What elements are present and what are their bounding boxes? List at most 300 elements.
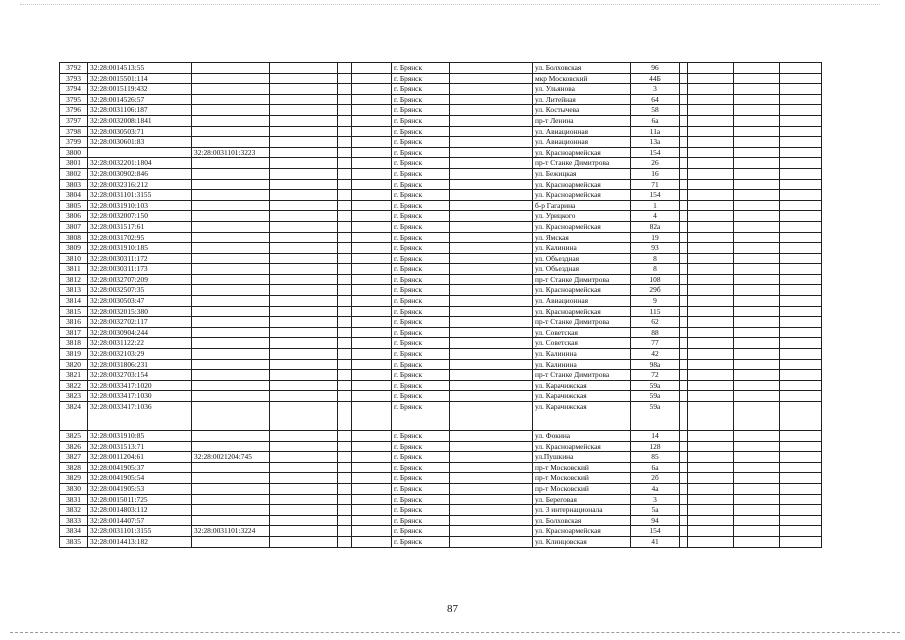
cell-number: 3809 (60, 243, 88, 254)
cell-empty (688, 253, 734, 264)
cell-empty (450, 483, 533, 494)
cell-empty (734, 306, 780, 317)
cell-cadastral-number-2 (192, 317, 270, 328)
cell-cadastral-number-2 (192, 296, 270, 307)
cell-empty (338, 264, 352, 275)
cell-empty (352, 84, 392, 95)
cell-empty (270, 190, 338, 201)
cell-empty (780, 63, 822, 74)
cell-empty (734, 515, 780, 526)
cell-empty (270, 285, 338, 296)
cell-empty (450, 221, 533, 232)
cell-empty (734, 137, 780, 148)
cell-empty (338, 402, 352, 431)
cell-city: г. Брянск (392, 221, 450, 232)
cell-street: ул. Красноармейская (533, 441, 631, 452)
cell-empty (734, 462, 780, 473)
cell-number: 3801 (60, 158, 88, 169)
cell-empty (338, 168, 352, 179)
cell-empty (688, 327, 734, 338)
cell-empty (734, 296, 780, 307)
cell-empty (352, 462, 392, 473)
cell-empty (352, 317, 392, 328)
cell-cadastral-number-2 (192, 105, 270, 116)
cell-number: 3835 (60, 536, 88, 547)
cell-house: 154 (631, 190, 680, 201)
cell-number: 3828 (60, 462, 88, 473)
cell-house: 4а (631, 483, 680, 494)
cell-empty (680, 84, 688, 95)
registry-rows (60, 63, 822, 548)
cell-empty (450, 137, 533, 148)
cell-cadastral-number-2: 32:28:0031101:3223 (192, 147, 270, 158)
cell-cadastral-number: 32:28:0041905:54 (88, 473, 192, 484)
cell-empty (680, 147, 688, 158)
cell-cadastral-number-2 (192, 94, 270, 105)
cell-empty (680, 515, 688, 526)
cell-cadastral-number: 32:28:0033417:1020 (88, 380, 192, 391)
cell-empty (688, 190, 734, 201)
cell-empty (352, 505, 392, 516)
cell-empty (688, 317, 734, 328)
cell-empty (270, 515, 338, 526)
table-row (60, 84, 822, 95)
cell-empty (780, 243, 822, 254)
cell-city: г. Брянск (392, 306, 450, 317)
cell-empty (688, 515, 734, 526)
cell-empty (352, 126, 392, 137)
cell-empty (734, 505, 780, 516)
cell-empty (780, 94, 822, 105)
cell-house: 98а (631, 359, 680, 370)
table-row (60, 402, 822, 431)
cell-cadastral-number: 32:28:0032008:1841 (88, 115, 192, 126)
cell-number: 3816 (60, 317, 88, 328)
cell-house: 13а (631, 137, 680, 148)
cell-empty (352, 306, 392, 317)
cell-empty (780, 536, 822, 547)
cell-empty (338, 441, 352, 452)
cell-street: ул. Литейная (533, 94, 631, 105)
cell-cadastral-number: 32:28:0030311:173 (88, 264, 192, 275)
cell-empty (338, 158, 352, 169)
table-row (60, 232, 822, 243)
cell-empty (680, 221, 688, 232)
cell-empty (688, 536, 734, 547)
cell-empty (688, 483, 734, 494)
cell-empty (780, 264, 822, 275)
cell-cadastral-number: 32:28:0041905:37 (88, 462, 192, 473)
cell-street: ул. Карачижская (533, 402, 631, 431)
cell-street: ул. Авиационная (533, 137, 631, 148)
cell-city: г. Брянск (392, 232, 450, 243)
cell-house: 154 (631, 526, 680, 537)
cell-city: г. Брянск (392, 380, 450, 391)
cell-cadastral-number: 32:28:0031702:95 (88, 232, 192, 243)
cell-cadastral-number-2 (192, 274, 270, 285)
table-row (60, 536, 822, 547)
table-row (60, 494, 822, 505)
cell-empty (734, 349, 780, 360)
cell-empty (780, 494, 822, 505)
cell-empty (680, 431, 688, 442)
cell-empty (450, 473, 533, 484)
cell-cadastral-number: 32:28:0031910:185 (88, 243, 192, 254)
cell-empty (734, 84, 780, 95)
table-row (60, 338, 822, 349)
table-row (60, 147, 822, 158)
cell-empty (338, 243, 352, 254)
cell-cadastral-number: 32:28:0032316:212 (88, 179, 192, 190)
cell-empty (352, 441, 392, 452)
cell-empty (450, 126, 533, 137)
cell-empty (352, 515, 392, 526)
cell-cadastral-number: 32:28:0032201:1804 (88, 158, 192, 169)
table-row (60, 211, 822, 222)
cell-street: ул. Ульянова (533, 84, 631, 95)
cell-empty (450, 115, 533, 126)
cell-empty (450, 338, 533, 349)
cell-empty (270, 147, 338, 158)
table-row (60, 327, 822, 338)
cell-city: г. Брянск (392, 526, 450, 537)
cell-empty (270, 391, 338, 402)
cell-empty (780, 285, 822, 296)
cell-city: г. Брянск (392, 391, 450, 402)
table-row (60, 296, 822, 307)
cell-street: б-р Гагарина (533, 200, 631, 211)
cell-empty (680, 441, 688, 452)
cell-empty (450, 232, 533, 243)
cell-cadastral-number-2 (192, 264, 270, 275)
cell-street: ул. Урицкого (533, 211, 631, 222)
cell-empty (450, 264, 533, 275)
cell-empty (680, 200, 688, 211)
cell-empty (338, 274, 352, 285)
table-row (60, 94, 822, 105)
table-row (60, 137, 822, 148)
cell-empty (270, 306, 338, 317)
cell-empty (680, 359, 688, 370)
cell-empty (352, 221, 392, 232)
cell-empty (680, 536, 688, 547)
cell-empty (270, 526, 338, 537)
cell-empty (270, 94, 338, 105)
cell-empty (352, 473, 392, 484)
cell-number: 3810 (60, 253, 88, 264)
cell-city: г. Брянск (392, 84, 450, 95)
cell-street: ул. Калинина (533, 359, 631, 370)
cell-empty (680, 274, 688, 285)
cell-empty (680, 370, 688, 381)
cell-empty (688, 94, 734, 105)
cell-cadastral-number: 32:28:0030904:244 (88, 327, 192, 338)
cell-street: пр-т Станке Димитрова (533, 317, 631, 328)
cell-empty (734, 179, 780, 190)
cell-street: ул. Красноармейская (533, 147, 631, 158)
table-row (60, 126, 822, 137)
cell-empty (680, 190, 688, 201)
cell-empty (450, 285, 533, 296)
cell-house: 71 (631, 179, 680, 190)
cell-number: 3815 (60, 306, 88, 317)
cell-cadastral-number-2 (192, 380, 270, 391)
cell-empty (450, 505, 533, 516)
cell-empty (734, 526, 780, 537)
cell-empty (338, 515, 352, 526)
cell-empty (688, 168, 734, 179)
cell-street: ул. Объездная (533, 264, 631, 275)
cell-empty (450, 200, 533, 211)
cell-street: ул. Красноармейская (533, 190, 631, 201)
cell-empty (338, 526, 352, 537)
cell-number: 3804 (60, 190, 88, 201)
cell-empty (270, 359, 338, 370)
cell-number: 3817 (60, 327, 88, 338)
cell-cadastral-number-2 (192, 338, 270, 349)
cell-number: 3792 (60, 63, 88, 74)
cell-empty (680, 94, 688, 105)
cell-empty (352, 179, 392, 190)
cell-empty (450, 253, 533, 264)
cell-number: 3827 (60, 452, 88, 463)
cell-city: г. Брянск (392, 505, 450, 516)
cell-street: пр-т Станке Димитрова (533, 158, 631, 169)
table-row (60, 505, 822, 516)
cell-city: г. Брянск (392, 73, 450, 84)
cell-number: 3808 (60, 232, 88, 243)
cell-empty (734, 126, 780, 137)
cell-empty (780, 327, 822, 338)
cell-empty (780, 221, 822, 232)
cell-empty (734, 359, 780, 370)
cell-empty (734, 441, 780, 452)
cell-empty (680, 285, 688, 296)
cell-cadastral-number-2 (192, 84, 270, 95)
cell-empty (270, 452, 338, 463)
cell-empty (780, 391, 822, 402)
cell-empty (338, 105, 352, 116)
cell-empty (450, 73, 533, 84)
cell-empty (680, 494, 688, 505)
cell-city: г. Брянск (392, 431, 450, 442)
cell-cadastral-number-2 (192, 441, 270, 452)
cell-empty (352, 190, 392, 201)
cell-empty (270, 536, 338, 547)
cell-city: г. Брянск (392, 473, 450, 484)
cell-city: г. Брянск (392, 359, 450, 370)
cell-empty (450, 317, 533, 328)
cell-empty (688, 158, 734, 169)
cell-street: ул. Ямская (533, 232, 631, 243)
cell-empty (338, 73, 352, 84)
cell-empty (688, 296, 734, 307)
cell-empty (352, 452, 392, 463)
cell-empty (270, 370, 338, 381)
cell-empty (734, 264, 780, 275)
cell-house: 154 (631, 147, 680, 158)
cell-empty (338, 94, 352, 105)
cell-house: 3 (631, 84, 680, 95)
cell-house: 8 (631, 253, 680, 264)
table-row (60, 158, 822, 169)
cell-empty (688, 370, 734, 381)
cell-empty (450, 494, 533, 505)
cell-empty (680, 505, 688, 516)
cell-cadastral-number-2 (192, 431, 270, 442)
cell-empty (680, 306, 688, 317)
cell-cadastral-number: 32:28:0041905:53 (88, 483, 192, 494)
cell-empty (450, 63, 533, 74)
cell-empty (734, 380, 780, 391)
cell-empty (680, 327, 688, 338)
cell-empty (780, 338, 822, 349)
registry-table (59, 62, 822, 548)
cell-empty (450, 515, 533, 526)
cell-empty (680, 526, 688, 537)
table-row (60, 200, 822, 211)
cell-empty (450, 526, 533, 537)
cell-empty (450, 179, 533, 190)
cell-cadastral-number-2 (192, 126, 270, 137)
cell-empty (450, 105, 533, 116)
cell-empty (734, 73, 780, 84)
cell-empty (780, 505, 822, 516)
cell-cadastral-number: 32:28:0030601:83 (88, 137, 192, 148)
cell-empty (270, 441, 338, 452)
cell-empty (450, 306, 533, 317)
cell-number: 3820 (60, 359, 88, 370)
table-row (60, 391, 822, 402)
cell-street: ул. Авиационная (533, 126, 631, 137)
cell-empty (680, 168, 688, 179)
cell-empty (270, 168, 338, 179)
cell-cadastral-number-2 (192, 359, 270, 370)
cell-empty (780, 380, 822, 391)
cell-cadastral-number-2 (192, 285, 270, 296)
table-row (60, 452, 822, 463)
cell-empty (734, 211, 780, 222)
table-row (60, 168, 822, 179)
cell-cadastral-number (88, 147, 192, 158)
cell-empty (780, 462, 822, 473)
cell-house: 88 (631, 327, 680, 338)
cell-city: г. Брянск (392, 515, 450, 526)
cell-house: 2б (631, 473, 680, 484)
cell-empty (270, 253, 338, 264)
cell-empty (734, 338, 780, 349)
cell-cadastral-number-2 (192, 253, 270, 264)
cell-empty (338, 179, 352, 190)
cell-number: 3822 (60, 380, 88, 391)
cell-street: ул. Красноармейская (533, 285, 631, 296)
cell-city: г. Брянск (392, 452, 450, 463)
cell-empty (688, 274, 734, 285)
cell-empty (688, 473, 734, 484)
cell-empty (270, 84, 338, 95)
cell-city: г. Брянск (392, 338, 450, 349)
cell-empty (450, 370, 533, 381)
cell-number: 3825 (60, 431, 88, 442)
cell-cadastral-number: 32:28:0014513:55 (88, 63, 192, 74)
cell-cadastral-number-2 (192, 515, 270, 526)
cell-empty (450, 147, 533, 158)
cell-street: ул. Карачижская (533, 380, 631, 391)
cell-empty (780, 190, 822, 201)
cell-empty (338, 115, 352, 126)
cell-empty (688, 359, 734, 370)
cell-empty (680, 232, 688, 243)
cell-cadastral-number-2 (192, 137, 270, 148)
cell-empty (338, 473, 352, 484)
cell-empty (688, 147, 734, 158)
cell-empty (680, 179, 688, 190)
cell-empty (352, 243, 392, 254)
cell-empty (450, 211, 533, 222)
cell-empty (352, 494, 392, 505)
cell-city: г. Брянск (392, 536, 450, 547)
scan-artifact-top (20, 4, 880, 6)
cell-house: 128 (631, 441, 680, 452)
cell-empty (780, 483, 822, 494)
cell-empty (680, 115, 688, 126)
cell-empty (688, 452, 734, 463)
cell-house: 6а (631, 115, 680, 126)
cell-cadastral-number-2 (192, 211, 270, 222)
table-row (60, 73, 822, 84)
cell-city: г. Брянск (392, 63, 450, 74)
cell-empty (734, 253, 780, 264)
table-row (60, 105, 822, 116)
cell-empty (338, 494, 352, 505)
scan-artifact-bottom (10, 632, 900, 634)
cell-empty (450, 296, 533, 307)
cell-city: г. Брянск (392, 264, 450, 275)
cell-cadastral-number-2 (192, 402, 270, 431)
cell-cadastral-number-2 (192, 327, 270, 338)
cell-cadastral-number: 32:28:0031106:187 (88, 105, 192, 116)
cell-city: г. Брянск (392, 243, 450, 254)
cell-empty (270, 317, 338, 328)
cell-empty (270, 327, 338, 338)
cell-empty (688, 391, 734, 402)
cell-house: 62 (631, 317, 680, 328)
cell-cadastral-number: 32:28:0015501:114 (88, 73, 192, 84)
cell-empty (688, 126, 734, 137)
cell-empty (270, 73, 338, 84)
cell-empty (688, 505, 734, 516)
cell-street: ул. 3 интернационала (533, 505, 631, 516)
cell-city: г. Брянск (392, 158, 450, 169)
cell-cadastral-number-2 (192, 536, 270, 547)
cell-empty (450, 243, 533, 254)
cell-empty (688, 441, 734, 452)
cell-house: 108 (631, 274, 680, 285)
cell-empty (338, 306, 352, 317)
cell-empty (780, 115, 822, 126)
cell-empty (352, 200, 392, 211)
cell-cadastral-number-2 (192, 370, 270, 381)
cell-cadastral-number-2 (192, 179, 270, 190)
cell-number: 3818 (60, 338, 88, 349)
table-row (60, 190, 822, 201)
cell-number: 3830 (60, 483, 88, 494)
cell-cadastral-number: 32:28:0033417:1036 (88, 402, 192, 431)
cell-house: 77 (631, 338, 680, 349)
cell-empty (338, 232, 352, 243)
cell-empty (338, 327, 352, 338)
cell-number: 3824 (60, 402, 88, 431)
